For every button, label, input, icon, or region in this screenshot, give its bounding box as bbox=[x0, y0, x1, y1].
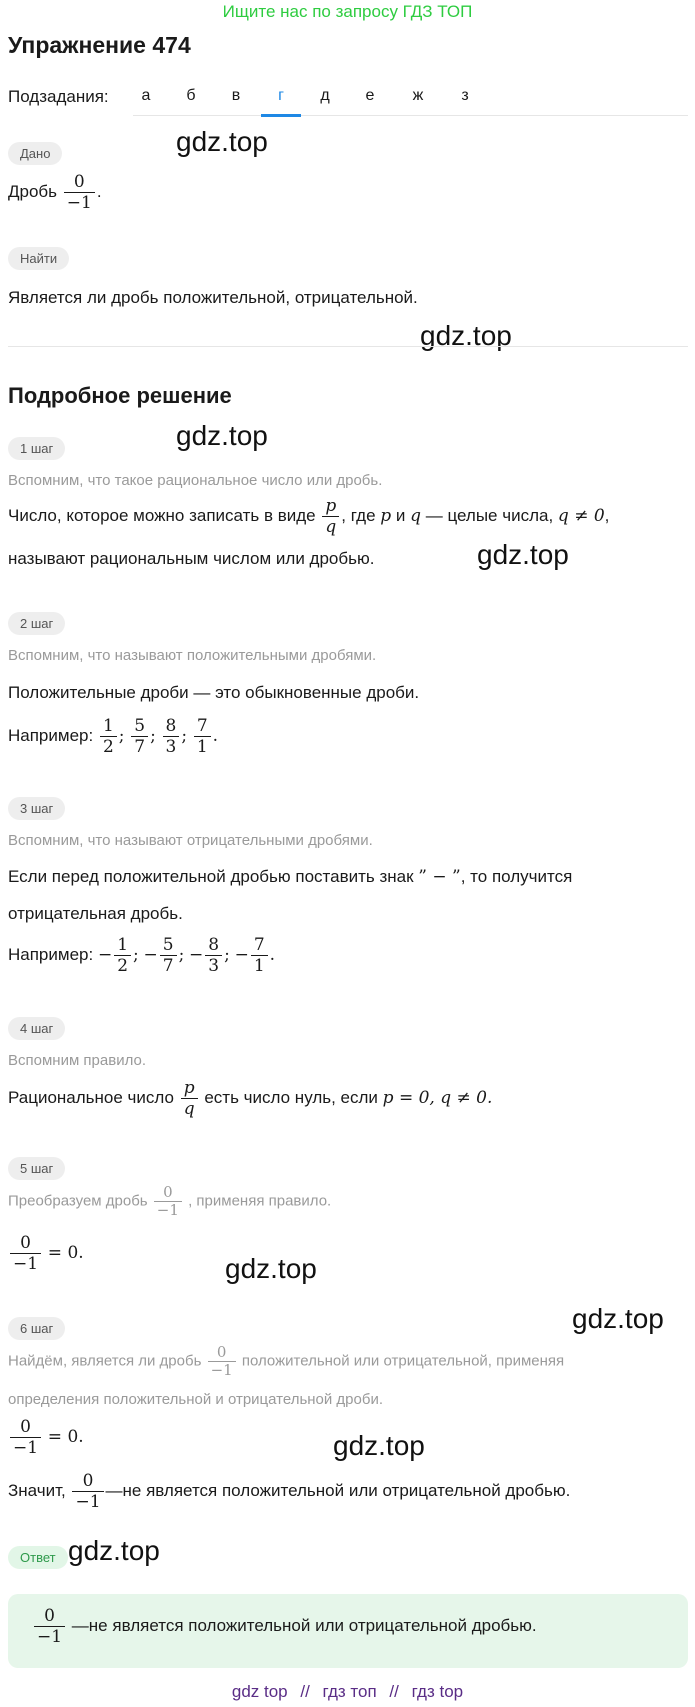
fraction bbox=[163, 716, 180, 757]
step6-hint-b: положительной или отрицательной, применяя bbox=[241, 1352, 565, 1370]
footer-link-gdz-top[interactable]: gdz top bbox=[231, 1682, 288, 1701]
step1-text-e: , bbox=[604, 505, 610, 525]
step4-hint: Вспомним правило. bbox=[8, 1052, 147, 1069]
watermark: gdz.top bbox=[176, 126, 268, 157]
watermark: gdz.top bbox=[68, 1535, 160, 1566]
fraction bbox=[154, 1184, 182, 1219]
step1-chip: 1 шаг bbox=[8, 437, 65, 460]
watermark: gdz.top bbox=[420, 320, 512, 351]
given-text bbox=[8, 172, 102, 213]
p-over-q-fraction bbox=[181, 1078, 198, 1119]
step3-hint: Вспомним, что называют отрицательными дробями. bbox=[8, 832, 373, 849]
watermark: gdz.top bbox=[572, 1303, 664, 1334]
fraction-denominator: −1 bbox=[208, 1361, 236, 1379]
fraction bbox=[194, 716, 211, 757]
tab-v[interactable]: в bbox=[231, 87, 241, 104]
step1-text-a: Число, которое можно записать в виде bbox=[8, 505, 316, 525]
find-text: Является ли дробь положительной, отрицательной. bbox=[8, 288, 418, 307]
fraction-denominator: −1 bbox=[154, 1201, 182, 1219]
minus: − bbox=[234, 944, 249, 965]
step5-hint bbox=[8, 1184, 331, 1219]
answer-statement: —не является положительной или отрицательной дробью. bbox=[71, 1615, 537, 1635]
fraction bbox=[205, 935, 222, 976]
step3-examples: Например: − $\frac{1}{2}$ ; − $\frac{5}{7}$ ; − $\frac{8}{3}$ ; − $\frac{7}{1}$ . bbox=[8, 935, 276, 976]
step2-examples: Например: $\frac{1}{2}$ ; $\frac{5}{7}$ ; $\frac{8}{3}$ ; $\frac{7}{1}$ . bbox=[8, 716, 219, 757]
fraction-denominator: 3 bbox=[205, 955, 222, 976]
subtask-tabs bbox=[133, 84, 688, 116]
fraction-numerator: p bbox=[325, 496, 337, 516]
step2-line1: Положительные дроби — это обыкновенные дроби. bbox=[8, 683, 420, 702]
subtask-label: Подзадания: bbox=[8, 87, 109, 106]
fraction-numerator: 0 bbox=[44, 1606, 55, 1626]
fraction-numerator: 5 bbox=[134, 716, 146, 736]
step3-chip: 3 шаг bbox=[8, 797, 65, 820]
step6-equation bbox=[8, 1417, 84, 1458]
watermark: gdz.top bbox=[225, 1253, 317, 1284]
zero-condition: p = 0, q ≠ 0. bbox=[382, 1087, 493, 1108]
step6-hint-a: Найдём, является ли дробь bbox=[8, 1352, 202, 1370]
fraction-numerator: 7 bbox=[196, 716, 208, 736]
fraction bbox=[100, 716, 117, 757]
conclusion-text-b: —не является положительной или отрицательной дробью. bbox=[105, 1480, 571, 1500]
fraction-numerator: 0 bbox=[73, 172, 85, 192]
tab-d[interactable]: д bbox=[320, 87, 330, 104]
answer-text bbox=[32, 1606, 537, 1647]
example-label: Например: bbox=[8, 944, 94, 964]
fraction-denominator: −1 bbox=[10, 1437, 41, 1458]
tab-zh[interactable]: ж bbox=[412, 87, 424, 104]
fraction-denominator: −1 bbox=[10, 1253, 41, 1274]
page-title: Упражнение 474 bbox=[8, 32, 191, 58]
step5-hint-a: Преобразуем дробь bbox=[8, 1192, 148, 1210]
fraction bbox=[114, 935, 131, 976]
fraction bbox=[208, 1344, 236, 1379]
given-end: . bbox=[96, 181, 102, 201]
step6-conclusion bbox=[8, 1471, 570, 1512]
conclusion-text-a: Значит, bbox=[8, 1480, 66, 1500]
fraction-numerator: 8 bbox=[165, 716, 177, 736]
divider bbox=[8, 346, 688, 347]
step5-hint-b: , применяя правило. bbox=[188, 1192, 332, 1210]
fraction-denominator: 1 bbox=[251, 955, 268, 976]
fraction-denominator: −1 bbox=[34, 1626, 65, 1647]
fraction-denominator: −1 bbox=[64, 192, 95, 213]
answer-chip: Ответ bbox=[8, 1546, 68, 1569]
fraction-numerator: 0 bbox=[216, 1343, 227, 1361]
fraction-denominator: 7 bbox=[131, 736, 148, 757]
step1-line2: называют рациональным числом или дробью. bbox=[8, 549, 375, 568]
fraction-numerator: 5 bbox=[162, 935, 174, 955]
solution-title: Подробное решение bbox=[8, 383, 232, 408]
fraction bbox=[10, 1233, 41, 1274]
fraction bbox=[72, 1471, 103, 1512]
given-label: Дробь bbox=[8, 181, 58, 201]
step4-line1 bbox=[8, 1078, 492, 1119]
footer-separator: // bbox=[300, 1682, 310, 1701]
tab-e[interactable]: е bbox=[365, 87, 375, 104]
given-chip: Дано bbox=[8, 142, 62, 165]
var-q: q bbox=[410, 505, 422, 526]
fraction-numerator: 1 bbox=[102, 716, 114, 736]
step1-line1 bbox=[8, 496, 609, 537]
equals-zero: = 0. bbox=[47, 1426, 84, 1447]
fraction-numerator: 0 bbox=[82, 1471, 94, 1491]
fraction bbox=[160, 935, 177, 976]
minus: − bbox=[97, 944, 113, 965]
fraction-denominator: q bbox=[181, 1098, 198, 1119]
fraction-numerator: 1 bbox=[117, 935, 129, 955]
step3-line1 bbox=[8, 867, 572, 887]
footer-link-gdz-top-ru[interactable]: гдз топ bbox=[322, 1682, 377, 1701]
fraction-denominator: −1 bbox=[72, 1491, 103, 1512]
step3-line2: отрицательная дробь. bbox=[8, 904, 183, 923]
fraction-numerator: p bbox=[183, 1078, 195, 1098]
fraction-numerator: 0 bbox=[20, 1417, 31, 1437]
minus-sign-quote: ” − ” bbox=[418, 867, 461, 887]
step4-text-a: Рациональное число bbox=[8, 1087, 174, 1107]
step5-equation bbox=[8, 1233, 84, 1274]
fraction-denominator: 7 bbox=[160, 955, 177, 976]
step2-hint: Вспомним, что называют положительными дробями. bbox=[8, 647, 377, 664]
step3-text-b: , то получится bbox=[460, 867, 573, 886]
footer-link-gdz-top-mixed[interactable]: гдз top bbox=[411, 1682, 464, 1701]
step5-chip: 5 шаг bbox=[8, 1157, 65, 1180]
step3-text-a: Если перед положительной дробью поставить знак bbox=[8, 867, 414, 886]
p-over-q-fraction bbox=[322, 496, 339, 537]
top-banner: Ищите нас по запросу ГДЗ ТОП bbox=[222, 2, 473, 21]
tab-z[interactable]: з bbox=[461, 87, 469, 104]
fraction-numerator: 0 bbox=[163, 1183, 173, 1201]
given-fraction bbox=[64, 172, 95, 213]
q-not-zero: q ≠ 0 bbox=[557, 505, 605, 526]
step4-text-b: есть число нуль, если bbox=[204, 1087, 378, 1107]
fraction-denominator: 2 bbox=[114, 955, 131, 976]
step6-chip: 6 шаг bbox=[8, 1317, 65, 1340]
example-label: Например: bbox=[8, 725, 94, 745]
find-chip: Найти bbox=[8, 247, 69, 270]
fraction-denominator: q bbox=[322, 516, 339, 537]
fraction-numerator: 8 bbox=[208, 935, 220, 955]
fraction bbox=[34, 1606, 65, 1647]
var-p: p bbox=[380, 505, 392, 526]
fraction bbox=[131, 716, 148, 757]
step1-text-b: , где bbox=[341, 505, 376, 525]
equals-zero: = 0. bbox=[47, 1242, 84, 1263]
tab-b[interactable]: б bbox=[186, 87, 196, 104]
step6-hint-c: определения положительной и отрицательной дроби. bbox=[8, 1391, 384, 1408]
footer-links bbox=[0, 1682, 695, 1702]
footer-separator: // bbox=[389, 1682, 399, 1701]
tab-a[interactable]: а bbox=[141, 87, 151, 104]
step4-chip: 4 шаг bbox=[8, 1017, 65, 1040]
fraction-denominator: 2 bbox=[100, 736, 117, 757]
tab-g[interactable]: г bbox=[261, 87, 301, 117]
step6-hint bbox=[8, 1344, 564, 1379]
fraction bbox=[10, 1417, 41, 1458]
minus: − bbox=[189, 944, 204, 965]
step1-text-c: и bbox=[395, 505, 406, 525]
step1-hint: Вспомним, что такое рациональное число или дробь. bbox=[8, 472, 383, 489]
step1-text-d: — целые числа, bbox=[425, 505, 554, 525]
fraction-denominator: 3 bbox=[163, 736, 180, 757]
watermark: gdz.top bbox=[477, 539, 569, 570]
subtask-nav bbox=[8, 84, 688, 116]
watermark: gdz.top bbox=[176, 420, 268, 451]
answer-box bbox=[8, 1594, 688, 1668]
fraction-numerator: 7 bbox=[253, 935, 265, 955]
minus: − bbox=[143, 944, 158, 965]
watermark: gdz.top bbox=[333, 1430, 425, 1461]
fraction-denominator: 1 bbox=[194, 736, 211, 757]
fraction bbox=[251, 935, 268, 976]
fraction-numerator: 0 bbox=[20, 1233, 31, 1253]
step2-chip: 2 шаг bbox=[8, 612, 65, 635]
